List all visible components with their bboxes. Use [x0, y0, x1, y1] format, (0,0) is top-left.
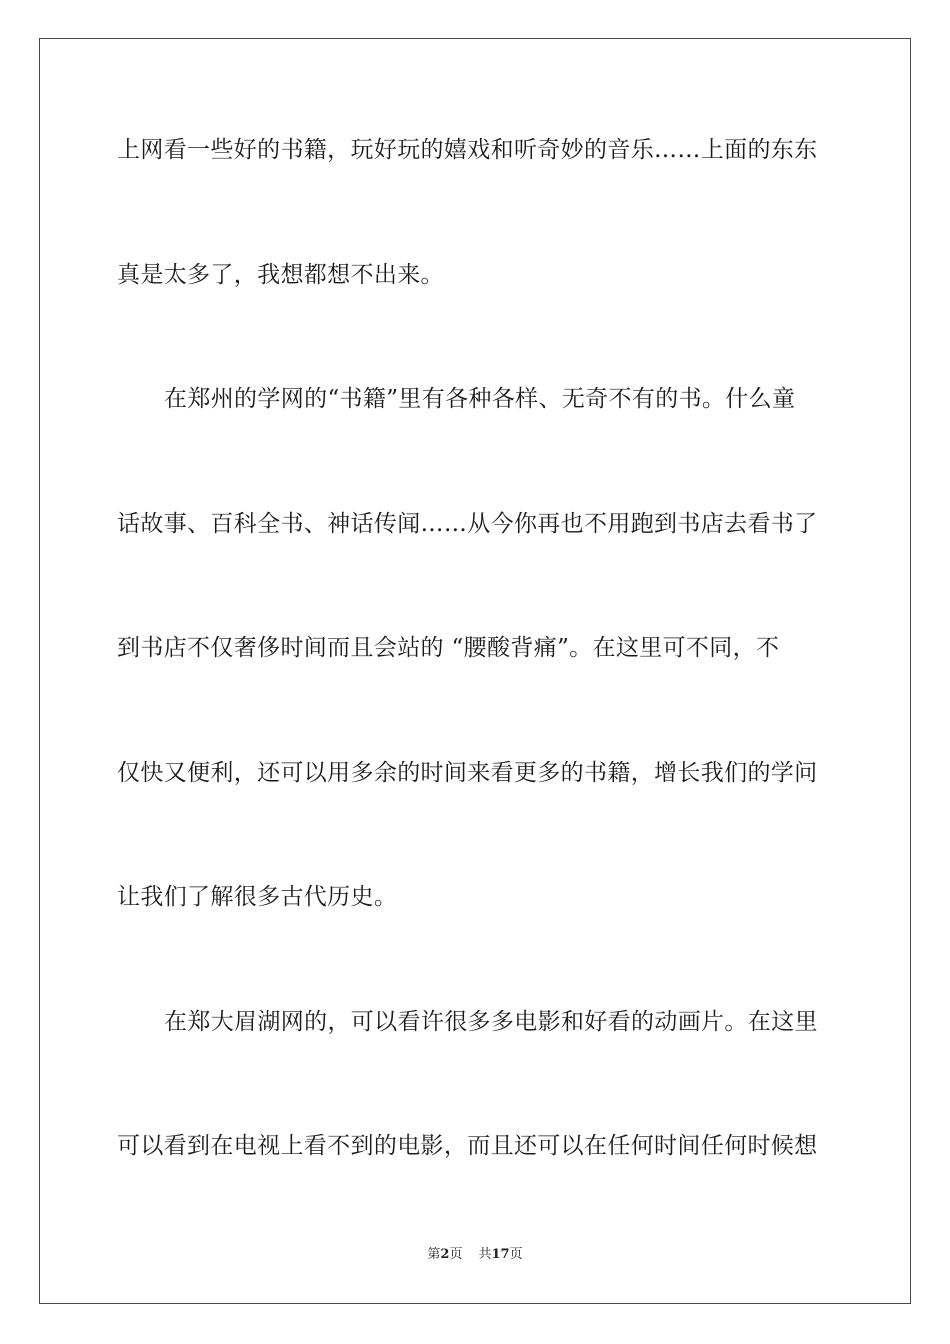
page-footer	[0, 1246, 950, 1264]
text-line-8-paragraph-start: 在郑大眉湖网的，可以看许很多多电影和好看的动画片。在这里	[164, 1009, 818, 1035]
text-line-9: 可以看到在电视上看不到的电影，而且还可以在任何时间任何时候想	[117, 1133, 818, 1159]
text-line-3-paragraph-start: 在郑州的学网的“书籍”里有各种各样、无奇不有的书。什么童	[164, 386, 796, 412]
total-pages: 17	[491, 1247, 510, 1262]
text-line-5: 到书店不仅奢侈时间而且会站的 “腰酸背痛”。在这里可不同，不	[117, 635, 780, 661]
page-prefix: 第	[427, 1247, 441, 1262]
text-line-2: 真是太多了，我想都想不出来。	[117, 262, 444, 288]
text-line-6: 仅快又便利，还可以用多余的时间来看更多的书籍，增长我们的学问	[117, 760, 818, 786]
text-line-4: 话故事、百科全书、神话传闻……从今你再也不用跑到书店去看书了	[117, 511, 818, 537]
text-line-1: 上网看一些好的书籍，玩好玩的嬉戏和听奇妙的音乐……上面的东东	[117, 137, 818, 163]
page-number: 2	[440, 1247, 450, 1262]
text-line-7: 让我们了解很多古代历史。	[117, 884, 398, 910]
total-suffix: 页	[509, 1247, 523, 1262]
total-prefix: 共	[478, 1247, 492, 1262]
page-border	[39, 38, 911, 1304]
page-suffix: 页	[449, 1247, 463, 1262]
